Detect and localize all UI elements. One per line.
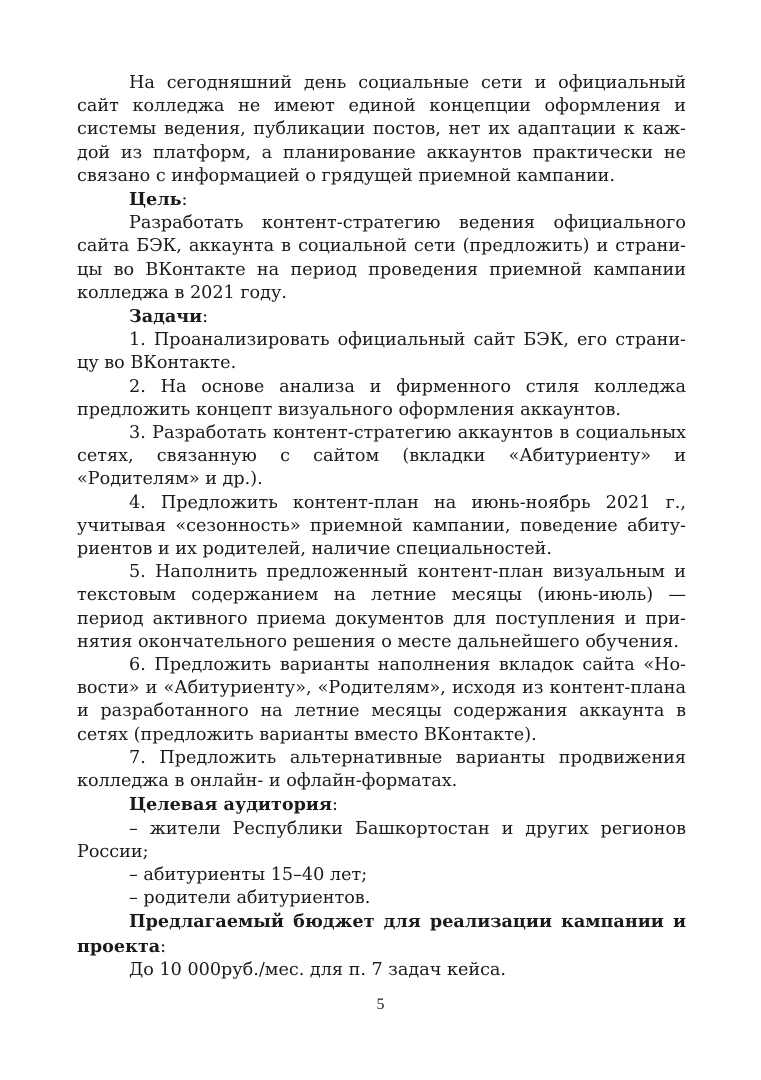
page-number: 5 <box>376 996 385 1013</box>
task-item-5: 5. Наполнить предложенный контент-план визуальным и текстовым содержанием на летние месяцы (июнь-июль) — период активного приема документов для поступления и принятия окончательного решения о месте дальнейшего обучения. <box>77 562 686 652</box>
budget-heading-text: Предлагаемый бюджет для реализации кампании и проекта <box>77 911 686 957</box>
audience-heading <box>77 793 686 817</box>
audience-item-3: – родители абитуриентов. <box>129 888 371 909</box>
task-item-7: 7. Предложить альтернативные варианты продвижения колледжа в онлайн- и офлайн-форматах. <box>77 747 686 792</box>
budget-paragraph: До 10 000руб./мес. для п. 7 задач кейса. <box>129 959 507 980</box>
task-item-3: 3. Разработать контент-стратегию аккаунтов в социальных сетях, связанную с сайтом (вкладки «Абитуриенту» и «Родителям» и др.). <box>77 423 686 490</box>
document-body <box>77 72 686 982</box>
goal-heading-colon: : <box>181 190 188 211</box>
intro-paragraph: На сегодняшний день социальные сети и официальный сайт колледжа не имеют единой концепции оформления и системы ведения, публикации постов, нет их адаптации к каждой из платформ, а планирование аккаунтов практически не связано с информацией о грядущей приемной кампании. <box>77 73 686 186</box>
tasks-heading-colon: : <box>202 307 209 328</box>
audience-item-2: – абитуриенты 15–40 лет; <box>129 864 368 885</box>
goal-heading <box>77 188 686 212</box>
task-item-6: 6. Предложить варианты наполнения вкладок сайта «Новости» и «Абитуриенту», «Родителям», исходя из контент-плана и разработанного на летние месяцы содержания аккаунта в сетях (предложить варианты вместо ВКонтакте). <box>77 655 686 745</box>
task-item-2: 2. На основе анализа и фирменного стиля колледжа предложить концепт визуального оформления аккаунтов. <box>77 376 686 420</box>
tasks-heading-text: Задачи <box>129 306 203 328</box>
task-item-1: 1. Проанализировать официальный сайт БЭК, его страницу во ВКонтакте. <box>77 330 686 374</box>
audience-item-1: – жители Республики Башкортостан и других регионов России; <box>77 818 686 862</box>
goal-heading-text: Цель <box>129 189 182 211</box>
tasks-heading <box>77 305 686 329</box>
goal-paragraph: Разработать контент-стратегию ведения официального сайта БЭК, аккаунта в социальной сети (предложить) и страницы во ВКонтакте на период проведения приемной кампании колледжа в 2021 году. <box>77 213 686 303</box>
audience-heading-colon: : <box>331 795 338 816</box>
task-item-4: 4. Предложить контент-план на июнь-ноябрь 2021 г., учитывая «сезонность» приемной кампании, поведение абитуриентов и их родителей, наличие специальностей. <box>77 492 686 560</box>
budget-heading-colon: : <box>160 936 167 957</box>
audience-heading-text: Целевая аудитория <box>129 794 332 816</box>
budget-heading <box>77 910 686 958</box>
